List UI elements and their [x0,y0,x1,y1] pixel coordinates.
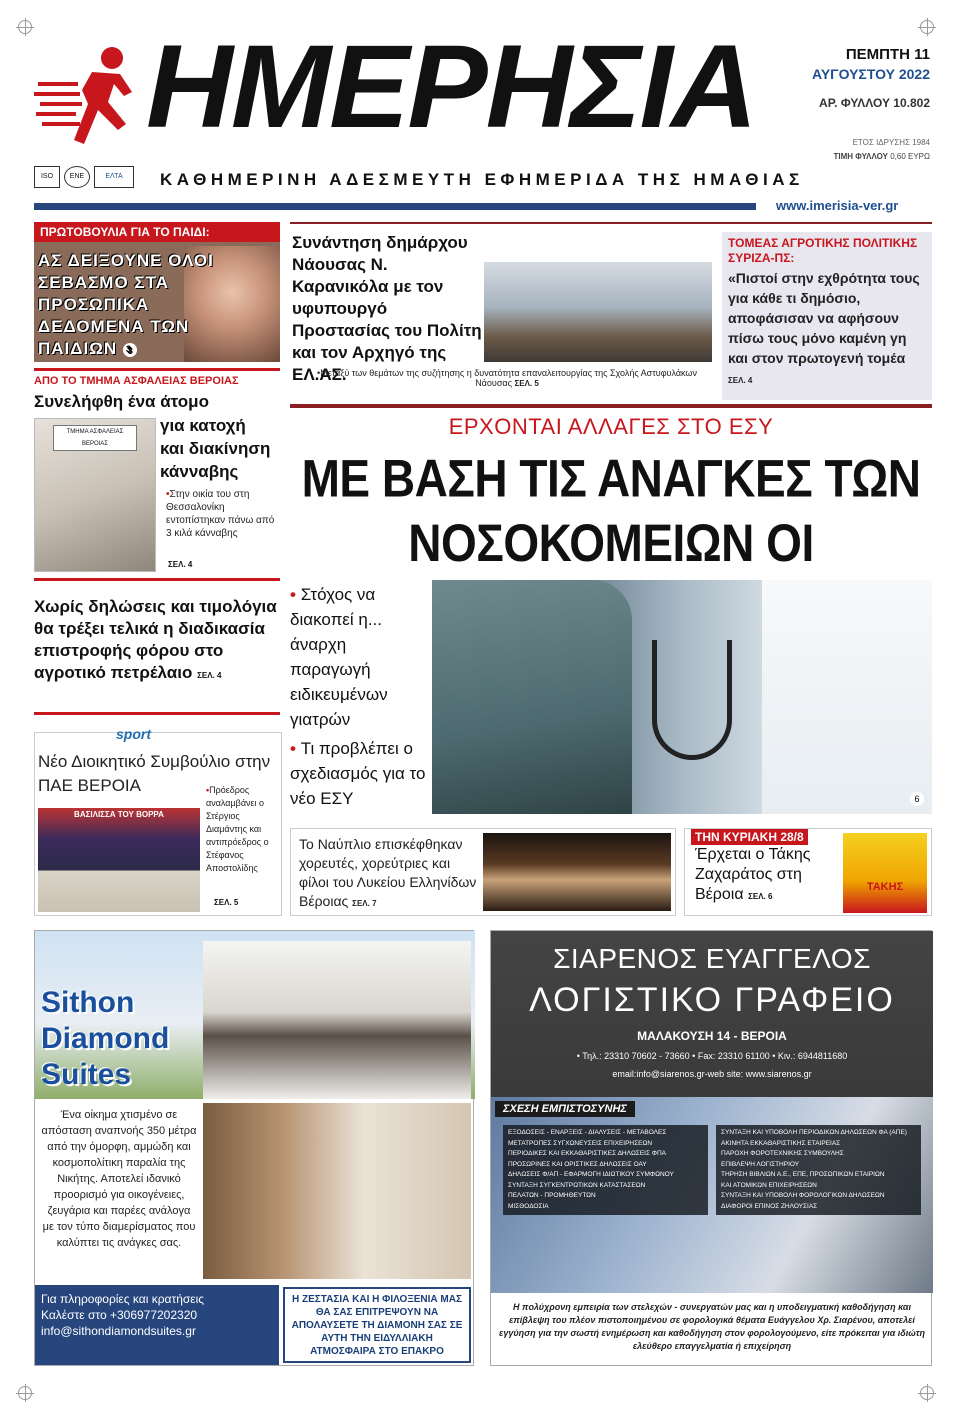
siarenos-office: ΛΟΓΙΣΤΙΚΟ ΓΡΑΦΕΙΟ [529,981,895,1019]
cert-badge: ΕΛΤΑ [94,166,134,188]
sithon-contact-line: Για πληροφορίες και κρατήσεις [41,1292,205,1306]
service-item: ΜΙΣΘΟΔΟΣΙΑ [508,1202,549,1210]
arrest-note-text: Στην οικία του στη Θεσσαλονίκη εντοπίστηκαν πάνω από 3 κιλά κάνναβης [166,489,275,539]
service-item: ΠΡΟΣΩΡΙΝΕΣ ΚΑΙ ΟΡΙΣΤΙΚΕΣ ΔΗΛΩΣΕΙΣ ΟΑΥ [508,1160,647,1168]
sithon-room-photo [203,1103,471,1279]
main-headline-line: ΝΟΣΟΚΟΜΕΙΩΝ ΟΙ [408,512,814,573]
main-story-rule [290,404,932,408]
section-rule [34,368,280,371]
kids-line: ΣΕΒΑΣΜΟ ΣΤΑ [38,273,170,292]
main-bullet: Τι προβλέπει ο σχεδιασμός για το νέο ΕΣΥ [290,739,426,808]
kids-privacy-story[interactable] [34,222,280,362]
takis-kicker: ΤΗΝ ΚΥΡΙΑΚΗ 28/8 [691,829,808,845]
price-label: ΤΙΜΗ ΦΥΛΛΟΥ [833,152,888,161]
agri-page: ΣΕΛ. 4 [728,376,753,385]
siarenos-address: ΜΑΛΑΚΟΥΣΗ 14 - ΒΕΡΟΙΑ [637,1029,787,1043]
sithon-logo-line: Diamond [41,1022,170,1055]
arrest-headline[interactable]: Συνελήφθη ένα άτομο [34,392,209,411]
siarenos-phone[interactable]: • Τηλ.: 23310 70602 - 73660 • Fax: 23310 61100 • Κιν.: 6944811680 [576,1051,848,1061]
kids-line: ΠΡΟΣΩΠΙΚΑ [38,295,150,314]
kids-line: ΑΣ ΔΕΙΞΟΥΝΕ ΟΛΟΙ [38,251,214,270]
price-line [760,152,930,161]
sithon-description: Ένα οίκημα χτισμένο σε απόσταση αναπνοής 350 μέτρα από την όμορφη, αμμώδη και κοσμοπολίτικη παραλία της Νικήτης. Αποτελεί ιδανικό προορισμό για οικογένειες, ζευγάρια και παρέες ανάλογα με τον τύπο διαμερίσματος που καλύπτει τις ανάγκες σας. [41,1109,197,1249]
service-item: ΣΥΝΤΑΞΗ ΣΥΓΚΕΝΤΡΩΤΙΚΩΝ ΚΑΤΑΣΤΑΣΕΩΝ [508,1181,646,1189]
service-item: ΔΗΛΩΣΕΙΣ Φ/ΑΠ - ΕΦΑΡΜΟΓΗ ΙΔΙΩΤΙΚΟΥ ΣΥΜΦΩΝΟΥ [508,1171,674,1178]
stethoscope-icon [652,640,732,760]
issue-number: ΑΡ. ΦΥΛΛΟΥ 10.802 [819,96,930,110]
registration-mark-icon [920,20,934,34]
meeting-caption-text: •Μεταξύ των θεμάτων της συζήτησης η δυνατότητα επαναλειτουργίας της Σχολής Αστυφυλάκων Νάουσας [317,368,697,388]
main-kicker: ΕΡΧΟΝΤΑΙ ΑΛΛΑΓΕΣ ΣΤΟ ΕΣΥ [448,414,774,439]
sport-page: ΣΕΛ. 5 [214,898,239,907]
doctor-coat-shape [762,580,932,814]
siarenos-email[interactable]: email:info@siarenos.gr-web site: www.siarenos.gr [612,1069,812,1079]
section-rule [34,712,280,715]
date-month: ΑΥΓΟΥΣΤΟΥ 2022 [811,66,930,82]
agri-story[interactable] [722,232,932,400]
services-column [503,1125,708,1215]
agri-kicker: ΤΟΜΕΑΣ ΑΓΡΟΤΙΚΗΣ ΠΟΛΙΤΙΚΗΣ ΣΥΡΙΖΑ-ΠΣ: [728,236,918,265]
meeting-caption [300,368,714,388]
arrest-headline-line: κάνναβης [160,462,239,481]
service-item: ΣΥΝΤΑΞΗ ΚΑΙ ΥΠΟΒΟΛΗ ΠΕΡΙΟΔΙΚΩΝ ΔΗΛΩΣΕΩΝ ΦΑ (ΑΠΕ) [721,1129,907,1136]
service-item: ΔΙΑΦΟΡΟΙ ΕΠΙΝΟΣ ΖΗΛΟΥΣΙΑΣ [721,1202,818,1210]
fuel-headline[interactable] [34,596,284,687]
sithon-building-photo [203,941,471,1099]
kids-line: ΠΑΙΔΙΩΝ [38,339,118,358]
nafplio-text-body: Το Ναύπλιο επισκέφθηκαν χορευτές, χορεύτριες και φίλοι του Λυκείου Ελληνίδων Βέροιας [299,836,477,909]
arrest-headline-line: για κατοχή [160,416,246,435]
sithon-badge: Η ΖΕΣΤΑΣΙΑ ΚΑΙ Η ΦΙΛΟΞΕΝΙΑ ΜΑΣ ΘΑ ΣΑΣ ΕΠΙΤΡΕΨΟΥΝ ΝΑ ΑΠΟΛΑΥΣΕΤΕ ΤΗ ΔΙΑΜΟΝΗ ΣΑΣ ΣΕ ΑΥΤΗ ΤΗΝ ΕΙΔΥΛΛΙΑΚΗ ΑΤΜΟΣΦΑΙΡΑ ΣΤΟ ΕΠΑΚΡΟ [283,1287,471,1363]
cert-badge: ISO [34,166,60,188]
sport-note: •Πρόεδρος αναλαμβάνει ο Στέργιος Διαμάντης και αντιπρόεδρος ο Στέφανος Αποστολίδης [206,785,269,873]
fuel-page: ΣΕΛ. 4 [197,671,222,680]
nafplio-page: ΣΕΛ. 7 [352,899,377,908]
sithon-email[interactable]: info@sithondiamondsuites.gr [41,1324,196,1338]
services-column [716,1125,921,1215]
nafplio-story[interactable] [290,828,676,916]
service-item: ΠΑΡΟΧΗ ΦΟΡΟΤΕΧΝΙΚΗΣ ΣΥΜΒΟΥΛΗΣ [721,1150,844,1157]
service-item: ΜΕΤΑΤΡΟΠΕΣ ΣΥΓΧΩΝΕΥΣΕΙΣ ΕΠΙΧΕΙΡΗΣΕΩΝ [508,1139,653,1147]
sithon-contact [35,1285,279,1365]
arrest-headline-rest[interactable] [160,414,282,483]
registration-mark-icon [920,1386,934,1400]
meeting-page: ΣΕΛ. 5 [514,379,539,388]
registration-mark-icon [18,1386,32,1400]
agri-body-text: «Πιστοί στην εχθρότητα τους για κάθε τι δημόσιο, αποφάσισαν να αφήσουν πίσω τους μόνο καμένη γη και στον πρωτογενή τομέα [728,270,920,366]
newspaper-title: ΗΜΕΡΗΣΙΑ [146,21,756,153]
page-number-badge: 3 [123,343,137,357]
date-day: ΠΕΜΠΤΗ 11 [845,46,930,63]
poster-text: ΤΑΚΗΣ [866,881,904,893]
website-link[interactable]: www.imerisia-ver.gr [776,198,899,213]
certification-logos [34,164,144,190]
main-headline-line: ΜΕ ΒΑΣΗ ΤΙΣ ΑΝΑΓΚΕΣ ΤΩΝ [301,448,921,509]
service-item: ΚΑΙ ΑΤΟΜΙΚΩΝ ΕΠΙΧΕΙΡΗΣΕΩΝ [721,1181,817,1189]
service-item: ΕΠΙΒΛΕΨΗ ΛΟΓΙΣΤΗΡΙΟΥ [721,1160,800,1168]
cert-badge: ΕΝΕ [64,166,90,188]
service-item: ΠΕΡΙΟΔΙΚΕΣ ΚΑΙ ΕΚΚΑΘΑΡΙΣΤΙΚΕΣ ΔΗΛΩΣΕΙΣ ΦΠΑ [508,1150,667,1157]
siarenos-name: ΣΙΑΡΕΝΟΣ ΕΥΑΓΓΕΛΟΣ [553,943,871,974]
kids-kicker: ΠΡΩΤΟΒΟΥΛΙΑ ΓΙΑ ΤΟ ΠΑΙΔΙ: [34,222,280,242]
sithon-logo-line: Suites [41,1058,132,1091]
kids-line: ΔΕΔΟΜΕΝΑ ΤΩΝ [38,317,190,336]
sithon-ad[interactable] [34,930,474,1366]
photo-banner: ΒΑΣΙΛΙΣΣΑ ΤΟΥ ΒΟΡΡΑ [74,810,164,819]
siarenos-footer: Η πολύχρονη εμπειρία των στελεχών - συνεργατών μας και η υποδειγματική καθοδήγηση και επίβλεψη του πλέον πιστοποιημένου σε φορολογικά θέματα Ευάγγελου Χρ. Σιαρένου, αποτελεί εγγύηση για την σωστή ενημέρωση και καθοδήγηση στον φορολογούμενο, είτε πρόκειται για ιδιώτη ελεύθερο επαγγελματία ή επιχείρηση [499,1302,925,1351]
nafplio-text [299,835,479,913]
sithon-phone[interactable]: Καλέστε στο +306977202320 [41,1308,198,1322]
sithon-logo-line: Sithon [41,986,135,1019]
agri-body [722,266,932,393]
service-item: ΣΥΝΤΑΞΗ ΚΑΙ ΥΠΟΒΟΛΗ ΦΟΡΟΛΟΓΙΚΩΝ ΔΗΛΩΣΕΩΝ [721,1192,885,1199]
takis-text [695,845,845,907]
service-item: ΤΗΡΗΣΗ ΒΙΒΛΙΩΝ Α.Ε., ΕΠΕ, ΠΡΟΣΩΠΙΚΩΝ ΕΤΑΙΡΙΩΝ [721,1171,885,1178]
masthead-rule [34,203,756,210]
runner-logo-icon [34,44,144,154]
photo-label: ΤΜΗΜΑ ΑΣΦΑΛΕΙΑΣ ΒΕΡΟΙΑΣ [53,425,137,451]
fuel-headline-text: Χωρίς δηλώσεις και τιμολόγια θα τρέξει τελικά η διαδικασία επιστροφής φόρου στο αγροτικό πετρέλαιο [34,597,277,682]
services-list [503,1125,921,1215]
doctor-scrubs-shape [432,580,632,814]
sport-headline[interactable]: Νέο Διοικητικό Συμβούλιο στην ΠΑΕ ΒΕΡΟΙΑ [38,752,271,795]
sport-note-text: Πρόεδρος αναλαμβάνει ο Στέργιος Διαμάντης και αντιπρόεδρος ο Στέφανος Αποστολίδης [206,785,269,873]
page-number-badge: 6 [910,792,924,806]
main-bullets: • Στόχος να διακοπεί η... άναρχη παραγωγή ειδικευμένων γιατρών • Τι προβλέπει ο σχεδιασμός για το νέο ΕΣΥ [290,585,426,808]
takis-text-body: Έρχεται ο Τάκης Ζαχαράτος στη Βέροια [695,846,811,903]
doctors-stethoscope-photo [432,580,932,814]
service-item: ΠΕΛΑΤΩΝ - ΠΡΟΜΗΘΕΥΤΩΝ [508,1192,596,1199]
takis-page: ΣΕΛ. 6 [748,892,773,901]
takis-story[interactable] [684,828,932,916]
dancers-photo [483,833,671,911]
arrest-note: •Στην οικία του στη Θεσσαλονίκη εντοπίστηκαν πάνω από 3 κιλά κάνναβης [166,489,275,539]
service-item: ΑΚΙΝΗΤΑ ΕΚΚΑΘΑΡΙΣΤΙΚΗΣ ΕΤΑΙΡΕΙΑΣ [721,1139,841,1147]
main-bullet: Στόχος να διακοπεί η... άναρχη παραγωγή ειδικευμένων γιατρών [290,585,388,729]
registration-mark-icon [18,20,32,34]
trust-label: ΣΧΕΣΗ ΕΜΠΙΣΤΟΣΥΝΗΣ [495,1101,635,1117]
meeting-headline-text: Συνάντηση δημάρχου Νάουσας Ν. Καρανικόλα με τον υφυπουργό Προστασίας του Πολίτη και τον Αρχηγό της ΕΛ.ΑΣ. [292,233,482,384]
arrest-kicker: ΑΠΟ ΤΟ ΤΜΗΜΑ ΑΣΦΑΛΕΙΑΣ ΒΕΡΟΙΑΣ [34,375,239,387]
cannabis-photo [34,418,156,572]
arrest-page: ΣΕΛ. 4 [168,560,193,569]
price-value: 0,60 ΕΥΡΩ [890,152,930,161]
top-rule [290,222,932,224]
siarenos-ad[interactable] [490,930,932,1366]
newspaper-subtitle: ΚΑΘΗΜΕΡΙΝΗ ΑΔΕΣΜΕΥΤΗ ΕΦΗΜΕΡΙΔΑ ΤΗΣ ΗΜΑΘΙΑΣ [160,170,804,189]
siarenos-header [491,931,933,1097]
arrest-headline-line: και διακίνηση [160,439,271,458]
section-rule [34,578,280,581]
takis-poster-photo [843,833,927,913]
service-item: ΕΞΟΔΟΣΕΙΣ - ΕΝΑΡΞΕΙΣ - ΔΙΑΛΥΣΕΙΣ - ΜΕΤΑΒΟΛΕΣ [508,1129,667,1136]
sithon-logo [41,985,169,1093]
kids-headline [38,250,214,360]
office-photo [491,1097,933,1293]
meeting-photo [484,262,712,362]
founded-year: ΕΤΟΣ ΙΔΡΥΣΗΣ 1984 [852,138,930,147]
sport-label: sport [116,726,151,742]
board-meeting-photo [38,808,200,912]
